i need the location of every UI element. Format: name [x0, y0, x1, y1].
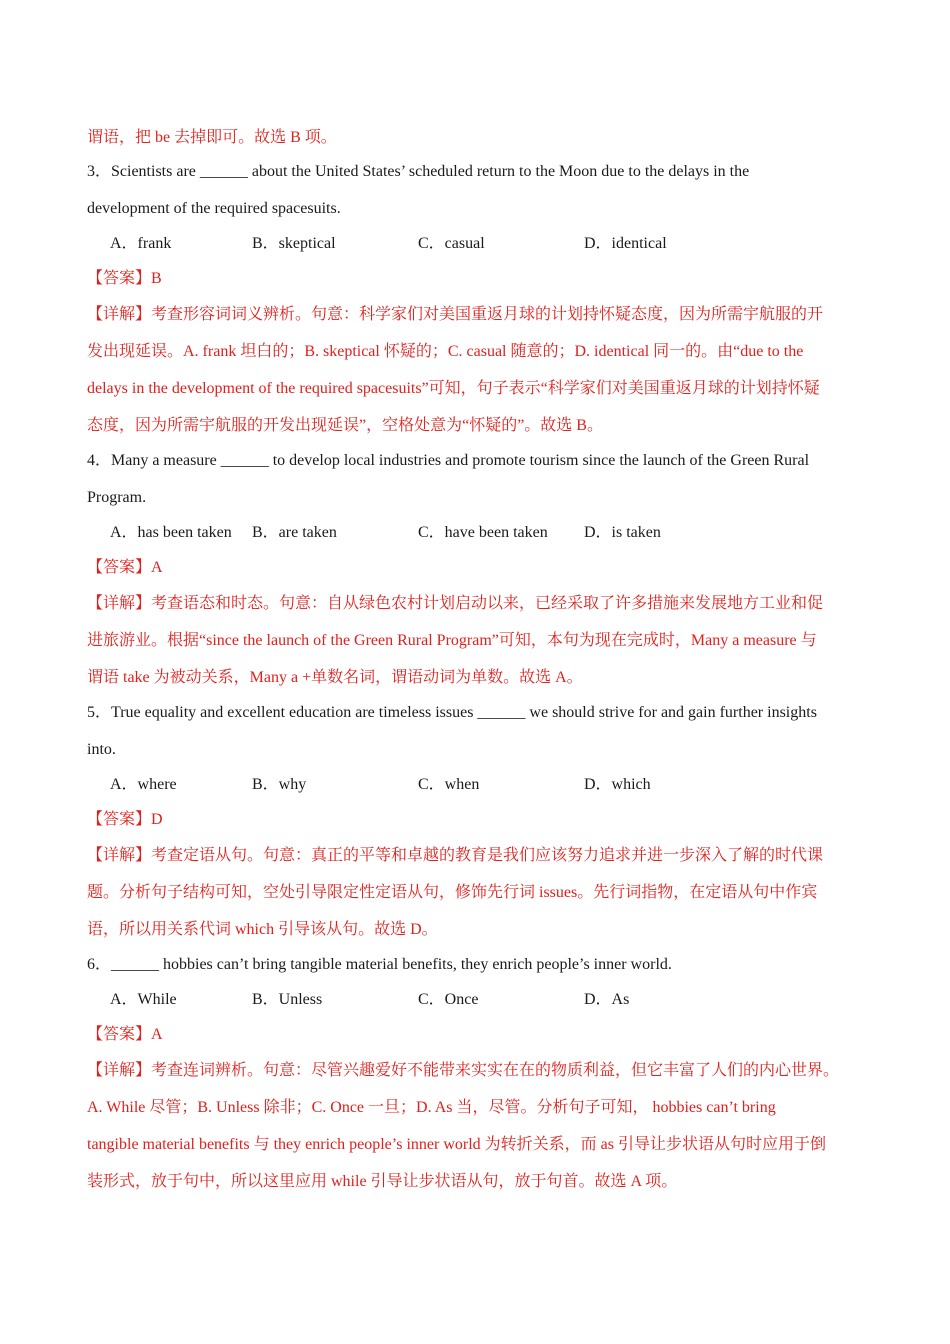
- question-4-explanation-line: 谓语 take 为被动关系，Many a +单数名词，谓语动词为单数。故选 A。: [87, 669, 583, 686]
- question-6-answer: 【答案】A: [87, 1026, 163, 1043]
- question-4-explanation-line: 【详解】考查语态和时态。句意：自从绿色农村计划启动以来，已经采取了许多措施来发展地方工业和促: [87, 595, 824, 612]
- question-4-option-a: A．has been taken: [110, 524, 232, 541]
- question-5-option-a: A．where: [110, 776, 177, 793]
- question-5-option-b: B．why: [252, 776, 307, 793]
- question-5-option-d: D．which: [584, 776, 651, 793]
- question-3-explanation-line: delays in the development of the required spacesuits”可知，句子表示“科学家们对美国重返月球的计划持怀疑: [87, 380, 820, 397]
- question-5-answer: 【答案】D: [87, 811, 163, 828]
- question-6-option-a: A．While: [110, 991, 177, 1008]
- question-6-explanation-line: 【详解】考查连词辨析。句意：尽管兴趣爱好不能带来实实在在的物质利益，但它丰富了人们的内心世界。: [87, 1062, 840, 1079]
- question-6-explanation-line: A. While 尽管；B. Unless 除非；C. Once 一旦；D. As 当，尽管。分析句子可知， hobbies can’t bring: [87, 1099, 776, 1116]
- question-5-explanation-line: 题。分析句子结构可知，空处引导限定性定语从句，修饰先行词 issues。先行词指物，在定语从句中作宾: [87, 884, 818, 901]
- question-5-explanation-line: 【详解】考查定语从句。句意：真正的平等和卓越的教育是我们应该努力追求并进一步深入了解的时代课: [87, 847, 824, 864]
- question-4-line-2: Program.: [87, 489, 147, 506]
- question-3-explanation-line: 发出现延误。A. frank 坦白的；B. skeptical 怀疑的；C. casual 随意的；D. identical 同一的。由“due to the: [87, 343, 804, 360]
- question-6-explanation-line: 装形式，放于句中，所以这里应用 while 引导让步状语从句，放于句首。故选 A 项。: [87, 1173, 678, 1190]
- question-6-option-b: B．Unless: [252, 991, 323, 1008]
- question-3-option-b: B．skeptical: [252, 235, 336, 252]
- question-4-option-c: C．have been taken: [418, 524, 548, 541]
- question-5-line-1: 5．True equality and excellent education are timeless issues ______ we should strive for and gain further insights: [87, 704, 817, 721]
- question-3-explanation-line: 【详解】考查形容词词义辨析。句意：科学家们对美国重返月球的计划持怀疑态度，因为所需宇航服的开: [87, 306, 824, 323]
- question-3-answer: 【答案】B: [87, 270, 162, 287]
- question-6-explanation-line: tangible material benefits 与 they enrich people’s inner world 为转折关系，而 as 引导让步状语从句时应用于倒: [87, 1136, 826, 1153]
- question-5-option-c: C．when: [418, 776, 480, 793]
- question-3-explanation-line: 态度，因为所需宇航服的开发出现延误”，空格处意为“怀疑的”。故选 B。: [87, 417, 603, 434]
- question-3-line-1: 3．Scientists are ______ about the United States’ scheduled return to the Moon due to the delays in the: [87, 163, 750, 180]
- question-6-option-d: D．As: [584, 991, 630, 1008]
- question-5-line-2: into.: [87, 741, 116, 758]
- question-4-option-d: D．is taken: [584, 524, 661, 541]
- question-3-option-d: D．identical: [584, 235, 667, 252]
- question-6-option-c: C．Once: [418, 991, 479, 1008]
- question-3-option-c: C．casual: [418, 235, 485, 252]
- question-5-explanation-line: 语，所以用关系代词 which 引导该从句。故选 D。: [87, 921, 438, 938]
- question-3-line-2: development of the required spacesuits.: [87, 200, 341, 217]
- question-4-answer: 【答案】A: [87, 559, 163, 576]
- question-4-option-b: B．are taken: [252, 524, 337, 541]
- question-3-option-a: A．frank: [110, 235, 172, 252]
- question-6-line-1: 6．______ hobbies can’t bring tangible material benefits, they enrich people’s inner world.: [87, 956, 672, 973]
- question-4-line-1: 4．Many a measure ______ to develop local industries and promote tourism since the launch of the Green Rural: [87, 452, 810, 469]
- question-4-explanation-line: 进旅游业。根据“since the launch of the Green Rural Program”可知，本句为现在完成时，Many a measure 与: [87, 632, 817, 649]
- carryover-explanation: 谓语，把 be 去掉即可。故选 B 项。: [87, 129, 337, 146]
